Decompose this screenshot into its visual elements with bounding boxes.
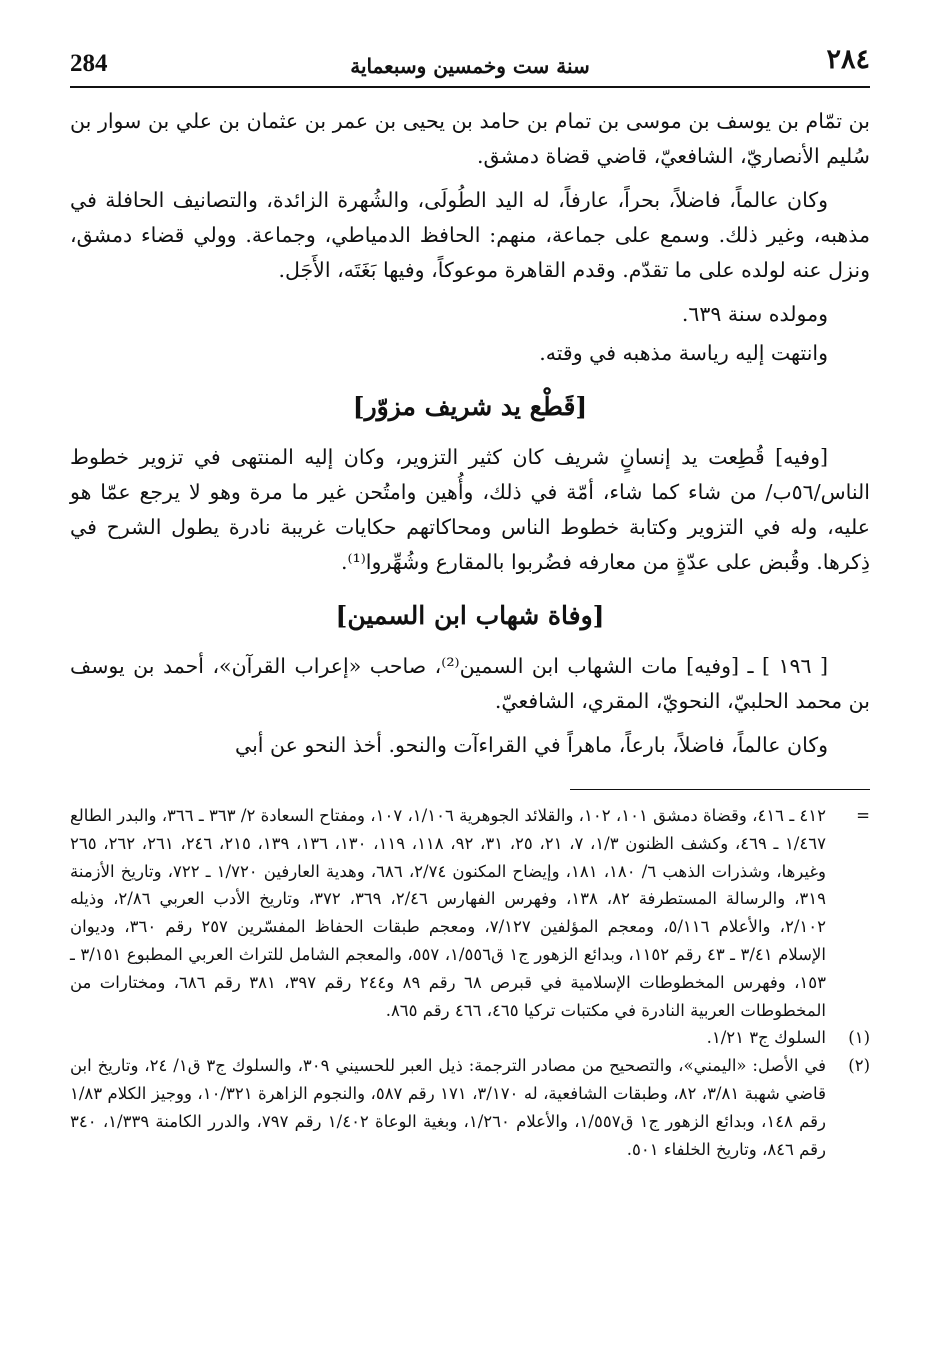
footnote-text: في الأصل: «اليمني»، والتصحيح من مصادر الترجمة: ذيل العبر للحسيني ٣٠٩، والسلوك ج٣ ق١/ ٢٤، وتاريخ ابن قاضي شهبة ٣/٨١، ٨٢، وطبقات الشافعية، له ٣/١٧٠، ١٧١ رقم ٥٨٧، والنجوم الزاهرة ١٠/٣٢١، ووجيز الكلام ١/٨٣ رقم ١٤٨، وبدائع الزهور ج١ ق١/٥٥٧، والأعلام ١/٢٦٠، وبغية الوعاة ١/٤٠٢ رقم ٧٩٧، والدرر الكامنة ١/٣٣٩، ٣٤٠ رقم ٨٤٦، وتاريخ الخلفاء ٥٠١. — [70, 1056, 827, 1159]
page — [70, 40, 870, 1163]
paragraph-7: وكان عالماً، فاضلاً، بارعاً، ماهراً في القراءآت والنحو. أخذ النحو عن أبي — [235, 733, 828, 757]
page-header — [70, 40, 870, 88]
page-number-latin: 284 — [70, 50, 108, 77]
footnote-text: السلوك ج٣ ١/٢١. — [706, 1028, 826, 1048]
footnote-mark: (١) — [848, 1028, 870, 1048]
section-heading-2: [وفاة شهاب ابن السمين] — [335, 601, 605, 630]
paragraph-5: [وفيه] قُطِعت يد إنسانٍ شريف كان كثير التزوير، وكان إليه المنتهى في تزوير خطوط الناس/٥٦ب/ من شاء كما شاء، أمّة في ذلك، وأُهين وامتُحن غير ما مرة وهو لا يرجع عمّا هو عليه، وله في التزوير وكتابة خطوط الناس ومحاكاتهم حكايات غريبة نادرة يطول الشرح في ذِكرها. وقُبض على عدّةٍ من معارفه فضُربوا بالمقارع وشُهِّروا⁽¹⁾. — [70, 445, 870, 574]
footnote-text: ٤١٢ ـ ٤١٦، وقضاة دمشق ١٠١، ١٠٢، والقلائد الجوهرية ١/١٠٦، ١٠٧، ومفتاح السعادة ٢/ ٣٦٣ ـ ٣٦٦، والبدر الطالع ١/٤٦٧ ـ ٤٦٩، وكشف الظنون ١/٣، ٧، ٢١، ٢٥، ٣١، ٩٢، ١١٨، ١١٩، ١٣٠، ١٣٦، ١٣٩، ٢١٥، ٢٤٦، ٢٦١، ٢٦٢، ٢٦٥ وغيرها، وشذرات الذهب ٦/ ١٨٠، ١٨١، وإيضاح المكنون ٢/٧٤، ٦٨٦، وهدية العارفين ١/٧٢٠ ـ ٧٢٢، وتاريخ الأزمنة ٣١٩، والرسالة المستطرفة ٨٢، ١٣٨، وفهرس الفهارس ٢/٤٦، ٣٦٩، ٣٧٢، وتاريخ الأدب العربي ٢/٨٦، وذيله ٢/١٠٢، والأعلام ٥/١١٦، ومعجم المؤلفين ٧/١٢٧، ومعجم طبقات الحفاظ المفسّرين ٢٥٧ رقم ٣٦٠، وديوان الإسلام ٣/٤١ ـ ٤٣ رقم ١١٥٢، وبدائع الزهور ج١ ق١/٥٥٦، ٥٥٧، والمعجم الشامل للتراث العربي المطبوع ٣/١٥١ ـ ١٥٣، وفهرس المخطوطات الإسلامية في قبرص ٦٨ رقم ٨٩ و٢٤٤ رقم ٣٩٧، ٣٨١ رقم ٦٨٦، ومختارات من المخطوطات العربية النادرة في مكتبات تركيا ٤٦٥، ٤٦٦ رقم ٨٦٥. — [70, 806, 827, 1020]
paragraph-2: وكان عالماً، فاضلاً، بحراً، عارفاً، له اليد الطُولَى، والشُهرة الزائدة، والتصانيف الحافلة في مذهبه، وغير ذلك. وسمع على جماعة، منهم: الحافظ الدمياطي، وجماعة. وولي قضاء دمشق، ونزل عنه لولده على ما تقدّم. وقدم القاهرة موعوكاً، وفيها بَغَتَه، الأَجَل. — [70, 188, 870, 282]
section-heading-1: [قَطْع يد شريف مزوّر] — [352, 392, 588, 421]
paragraph-6: [ ١٩٦ ] ـ [وفيه] مات الشهاب ابن السمين⁽²⁾، صاحب «إعراب القرآن»، أحمد بن يوسف بن محمد الحلبيّ، النحويّ، المقري، الشافعيّ. — [70, 654, 870, 713]
main-text — [70, 104, 870, 763]
page-number-arabic: ٢٨٤ — [826, 44, 870, 75]
paragraph-1: بن تمّام بن يوسف بن موسى بن تمام بن حامد بن يحيى بن عمر بن عثمان بن علي بن سوار بن سُليم الأنصاريّ، الشافعيّ، قاضي قضاة دمشق. — [70, 109, 870, 168]
footnote-1 — [70, 1024, 870, 1052]
footnote-divider — [570, 789, 870, 790]
footnote-continuation — [70, 802, 870, 1024]
footnote-mark: (٢) — [848, 1056, 870, 1076]
paragraph-3: ومولده سنة ٦٣٩. — [681, 302, 828, 326]
paragraph-4: وانتهت إليه رياسة مذهبه في وقته. — [539, 341, 828, 365]
footnote-mark: = — [856, 806, 870, 825]
running-title: سنة ست وخمسين وسبعماية — [350, 54, 590, 78]
footnote-2 — [70, 1052, 870, 1163]
footnotes — [70, 802, 870, 1163]
